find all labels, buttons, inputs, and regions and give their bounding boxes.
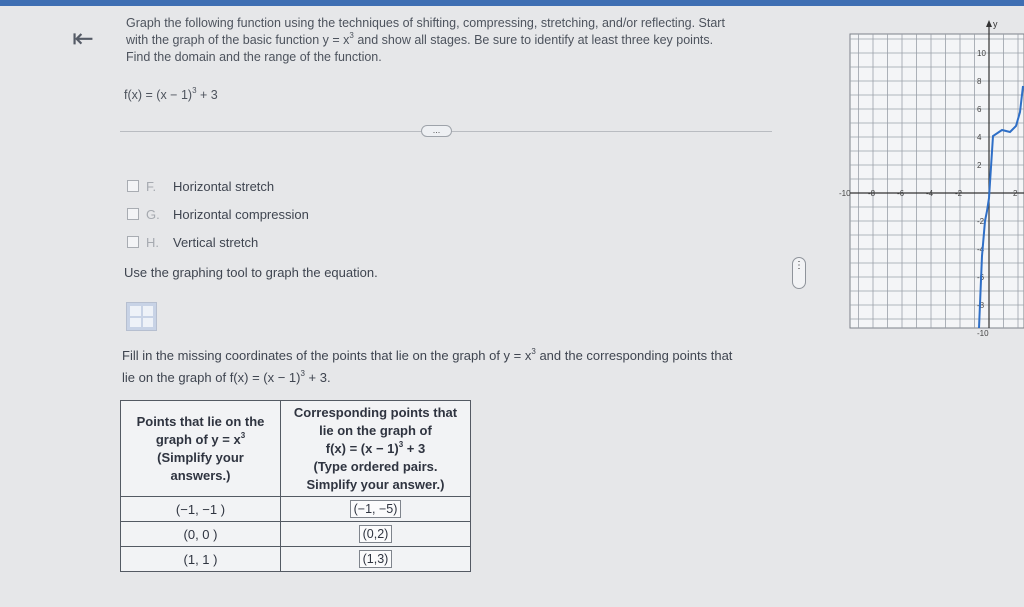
x-tick-label: -10 — [839, 189, 851, 198]
option-h[interactable] — [127, 228, 309, 256]
grid-cell — [143, 306, 154, 316]
expand-more-button[interactable]: ... — [421, 125, 452, 137]
table-row — [121, 522, 471, 547]
option-letter: H. — [146, 234, 159, 250]
fill-in-instruction — [122, 345, 772, 389]
exponent: 3 — [300, 369, 305, 378]
exponent: 3 — [192, 86, 197, 95]
header-line: Points that lie on the — [136, 413, 265, 429]
table-header-row — [121, 401, 471, 497]
grid-cell — [130, 306, 141, 316]
function-lhs: f(x) = (x − 1) — [124, 88, 193, 102]
basic-point: (0, 0 ) — [121, 522, 281, 547]
answer-input[interactable]: (0,2) — [359, 525, 393, 543]
prompt-line-2 — [126, 32, 766, 49]
exponent: 3 — [349, 31, 354, 40]
answer-cell — [281, 497, 471, 522]
y-tick-label: 10 — [977, 49, 986, 58]
header-line: Corresponding points that — [293, 404, 458, 420]
function-rhs: + 3 — [196, 88, 218, 102]
y-tick-label: -10 — [977, 329, 989, 336]
exponent: 3 — [240, 430, 246, 440]
grid-cell — [143, 318, 154, 328]
back-arrow-icon[interactable]: ⇤ — [72, 23, 94, 53]
y-tick-label: -4 — [977, 245, 985, 254]
function-definition — [124, 88, 218, 102]
exponent: 3 — [531, 347, 536, 356]
answer-cell — [281, 522, 471, 547]
graph-instruction: Use the graphing tool to graph the equation. — [124, 265, 378, 280]
x-tick-label: -8 — [868, 189, 876, 198]
header-basic-points — [121, 401, 281, 497]
x-tick-label: -6 — [897, 189, 905, 198]
fill-text: + 3. — [304, 370, 331, 385]
y-axis-label: y — [993, 19, 998, 29]
answer-cell — [281, 547, 471, 572]
header-line — [285, 440, 466, 458]
header-line: lie on the graph of — [319, 422, 432, 438]
graph-plot-area — [850, 34, 1024, 328]
header-line: answers.) — [170, 467, 231, 483]
y-tick-label: -2 — [977, 217, 985, 226]
top-bar — [0, 0, 1024, 6]
grid-cell — [130, 318, 141, 328]
header-line — [125, 431, 276, 449]
table-row — [121, 497, 471, 522]
y-tick-label: 4 — [977, 133, 982, 142]
x-tick-label: 2 — [1013, 189, 1018, 198]
panel-resize-handle[interactable]: ⋮ — [792, 257, 806, 289]
prompt-text: with the graph of the basic function y = x — [126, 33, 350, 47]
option-letter: F. — [146, 178, 157, 194]
y-axis-arrow-icon — [986, 20, 992, 27]
header-text: graph of y = x — [155, 431, 241, 447]
checkbox[interactable] — [127, 236, 139, 248]
option-label: Horizontal compression — [173, 206, 309, 222]
y-tick-label: 6 — [977, 105, 982, 114]
prompt-line-3: Find the domain and the range of the function. — [126, 50, 382, 64]
x-tick-label: -2 — [955, 189, 963, 198]
answer-options — [127, 172, 309, 256]
coordinate-graph[interactable] — [836, 16, 1024, 336]
option-letter: G. — [146, 206, 160, 222]
option-g[interactable] — [127, 200, 309, 228]
basic-point: (−1, −1 ) — [121, 497, 281, 522]
y-tick-label: -8 — [977, 301, 985, 310]
prompt-text: and show all stages. Be sure to identify at least three key points. — [353, 33, 714, 47]
basic-point: (1, 1 ) — [121, 547, 281, 572]
fill-text: and the corresponding points that — [535, 348, 733, 363]
y-tick-label: -6 — [977, 273, 985, 282]
answer-input[interactable]: (1,3) — [359, 550, 393, 568]
points-table — [120, 400, 471, 572]
header-line: Simplify your answer.) — [306, 476, 445, 492]
header-text: f(x) = (x − 1) — [325, 440, 399, 456]
y-tick-label: 8 — [977, 77, 982, 86]
graphing-tool-icon[interactable] — [126, 302, 157, 331]
fill-text: Fill in the missing coordinates of the points that lie on the graph of y = x — [122, 348, 532, 363]
option-label: Vertical stretch — [173, 234, 259, 250]
option-f[interactable] — [127, 172, 309, 200]
header-text: + 3 — [403, 440, 426, 456]
checkbox[interactable] — [127, 180, 139, 192]
header-line: (Type ordered pairs. — [313, 458, 438, 474]
header-line: (Simplify your — [157, 449, 244, 465]
prompt-line-1: Graph the following function using the techniques of shifting, compressing, stretching, and/or reflecting. Start — [126, 16, 725, 30]
header-transformed-points — [281, 401, 471, 497]
question-prompt — [126, 15, 766, 66]
y-tick-label: 2 — [977, 161, 982, 170]
exponent: 3 — [398, 439, 404, 449]
answer-input[interactable]: (−1, −5) — [350, 500, 402, 518]
option-label: Horizontal stretch — [173, 178, 275, 194]
x-tick-label: -4 — [926, 189, 934, 198]
fill-text: lie on the graph of f(x) = (x − 1) — [122, 370, 301, 385]
table-row — [121, 547, 471, 572]
checkbox[interactable] — [127, 208, 139, 220]
